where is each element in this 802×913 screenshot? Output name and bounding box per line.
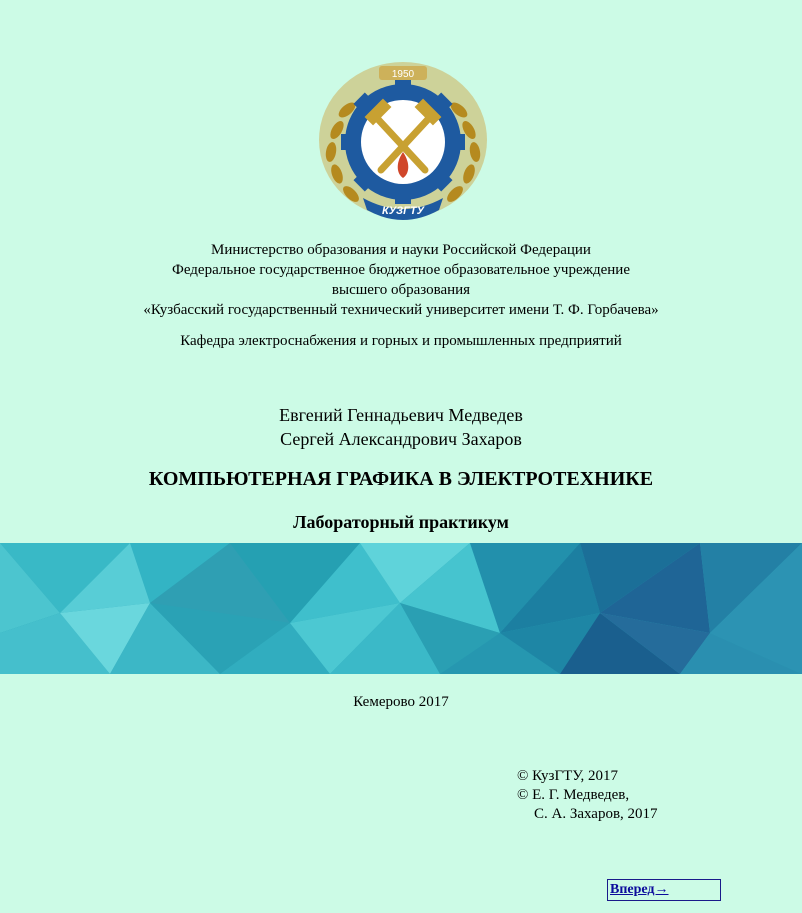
logo-name: КУЗГТУ bbox=[381, 205, 425, 217]
copyright-university: © КузГТУ, 2017 bbox=[517, 768, 618, 784]
logo-year: 1950 bbox=[391, 69, 415, 80]
author-2: Сергей Александрович Захаров bbox=[280, 429, 522, 449]
authors-block bbox=[0, 403, 802, 451]
university-name-line: «Кузбасский государственный технический университет имени Т. Ф. Горбачева» bbox=[143, 302, 659, 318]
copyright-block bbox=[517, 767, 658, 824]
institution-type-line: Федеральное государственное бюджетное образовательное учреждение bbox=[171, 262, 630, 278]
city-year: Кемерово 2017 bbox=[353, 694, 449, 710]
next-link[interactable]: Вперед→ bbox=[610, 882, 669, 897]
copyright-authors-cont: С. А. Захаров, 2017 bbox=[534, 806, 658, 822]
copyright-authors: © Е. Г. Медведев, bbox=[517, 787, 630, 803]
decorative-banner bbox=[0, 543, 802, 674]
author-1: Евгений Геннадьевич Медведев bbox=[279, 405, 523, 425]
education-level-line: высшего образования bbox=[331, 282, 471, 298]
department: Кафедра электроснабжения и горных и промышленных предприятий bbox=[180, 333, 622, 349]
book-title: КОМПЬЮТЕРНАЯ ГРАФИКА В ЭЛЕКТРОТЕХНИКЕ bbox=[148, 468, 654, 490]
university-logo bbox=[315, 60, 491, 226]
ministry-block bbox=[0, 240, 802, 320]
ministry-line: Министерство образования и науки Российской Федерации bbox=[211, 242, 591, 258]
book-subtitle: Лабораторный практикум bbox=[293, 512, 509, 532]
next-nav-box[interactable] bbox=[607, 879, 721, 901]
